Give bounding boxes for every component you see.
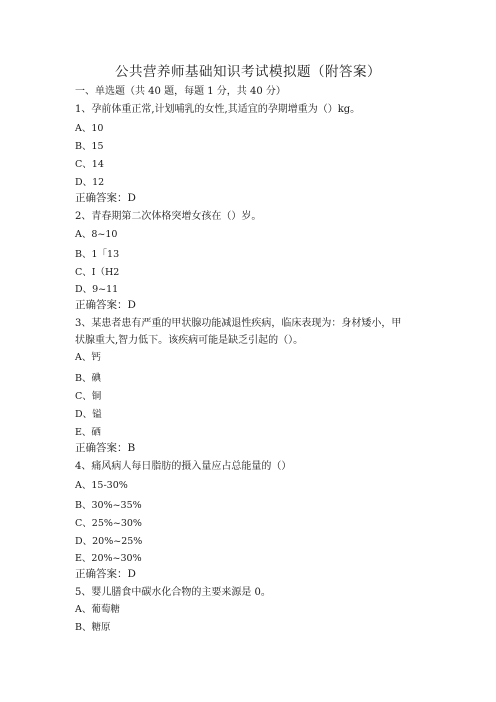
question-3-answer: 正确答案：B [75, 442, 136, 454]
question-2-stem: 2、青春期第二次体格突增女孩在（）岁。 [75, 211, 262, 222]
question-1-option-b: B、15 [75, 141, 104, 152]
question-3-option-b: B、碘 [75, 373, 101, 384]
question-1-option-a: A、10 [75, 123, 104, 134]
question-2-option-c: C、I（H2 [75, 267, 120, 278]
question-4-answer: 正确答案：D [75, 568, 136, 580]
question-3-option-e: E、硒 [75, 427, 101, 438]
document-title: 公共营养师基础知识考试模拟题（附答案） [115, 64, 381, 80]
question-3-stem-line-1: 3、某患者患有严重的甲状腺功能减退性疾病，临床表现为：身材矮小，甲 [75, 318, 402, 329]
question-5-option-b: B、糖原 [75, 622, 111, 633]
question-5-option-a: A、葡萄糖 [75, 604, 120, 615]
question-2-answer: 正确答案：D [75, 299, 136, 311]
question-1-answer: 正确答案：D [75, 192, 136, 204]
question-2-option-d: D、9~11 [75, 284, 119, 295]
question-2-option-a: A、8~10 [75, 229, 118, 240]
question-2-option-b: B、1「13 [75, 249, 120, 260]
question-3-option-c: C、铜 [75, 391, 102, 402]
question-1-option-d: D、12 [75, 177, 105, 188]
question-3-option-d: D、镒 [75, 409, 102, 420]
question-3-option-a: A、钙 [75, 352, 101, 363]
question-1-stem: 1、孕前体重正常,计划哺乳的女性,其适宜的孕期增重为（）kg。 [75, 104, 361, 115]
question-1-option-c: C、14 [75, 159, 104, 170]
question-4-option-a: A、15-30% [75, 480, 128, 491]
question-3-stem-line-2: 状腺重大,智力低下。该疾病可能是缺乏引起的（）。 [75, 335, 304, 346]
question-4-option-e: E、20%~30% [75, 553, 142, 564]
question-4-option-c: C、25%~30% [75, 518, 142, 529]
question-4-stem: 4、痛风病人每日脂肪的摄入量应占总能量的（） [75, 461, 292, 472]
section-heading: 一、单选题（共 40 题，每题 1 分，共 40 分） [75, 86, 286, 97]
question-4-option-b: B、30%~35% [75, 500, 142, 511]
question-4-option-d: D、20%~25% [75, 536, 143, 547]
question-5-stem: 5、婴儿膳食中碳水化合物的主要来源是 0。 [75, 587, 271, 598]
